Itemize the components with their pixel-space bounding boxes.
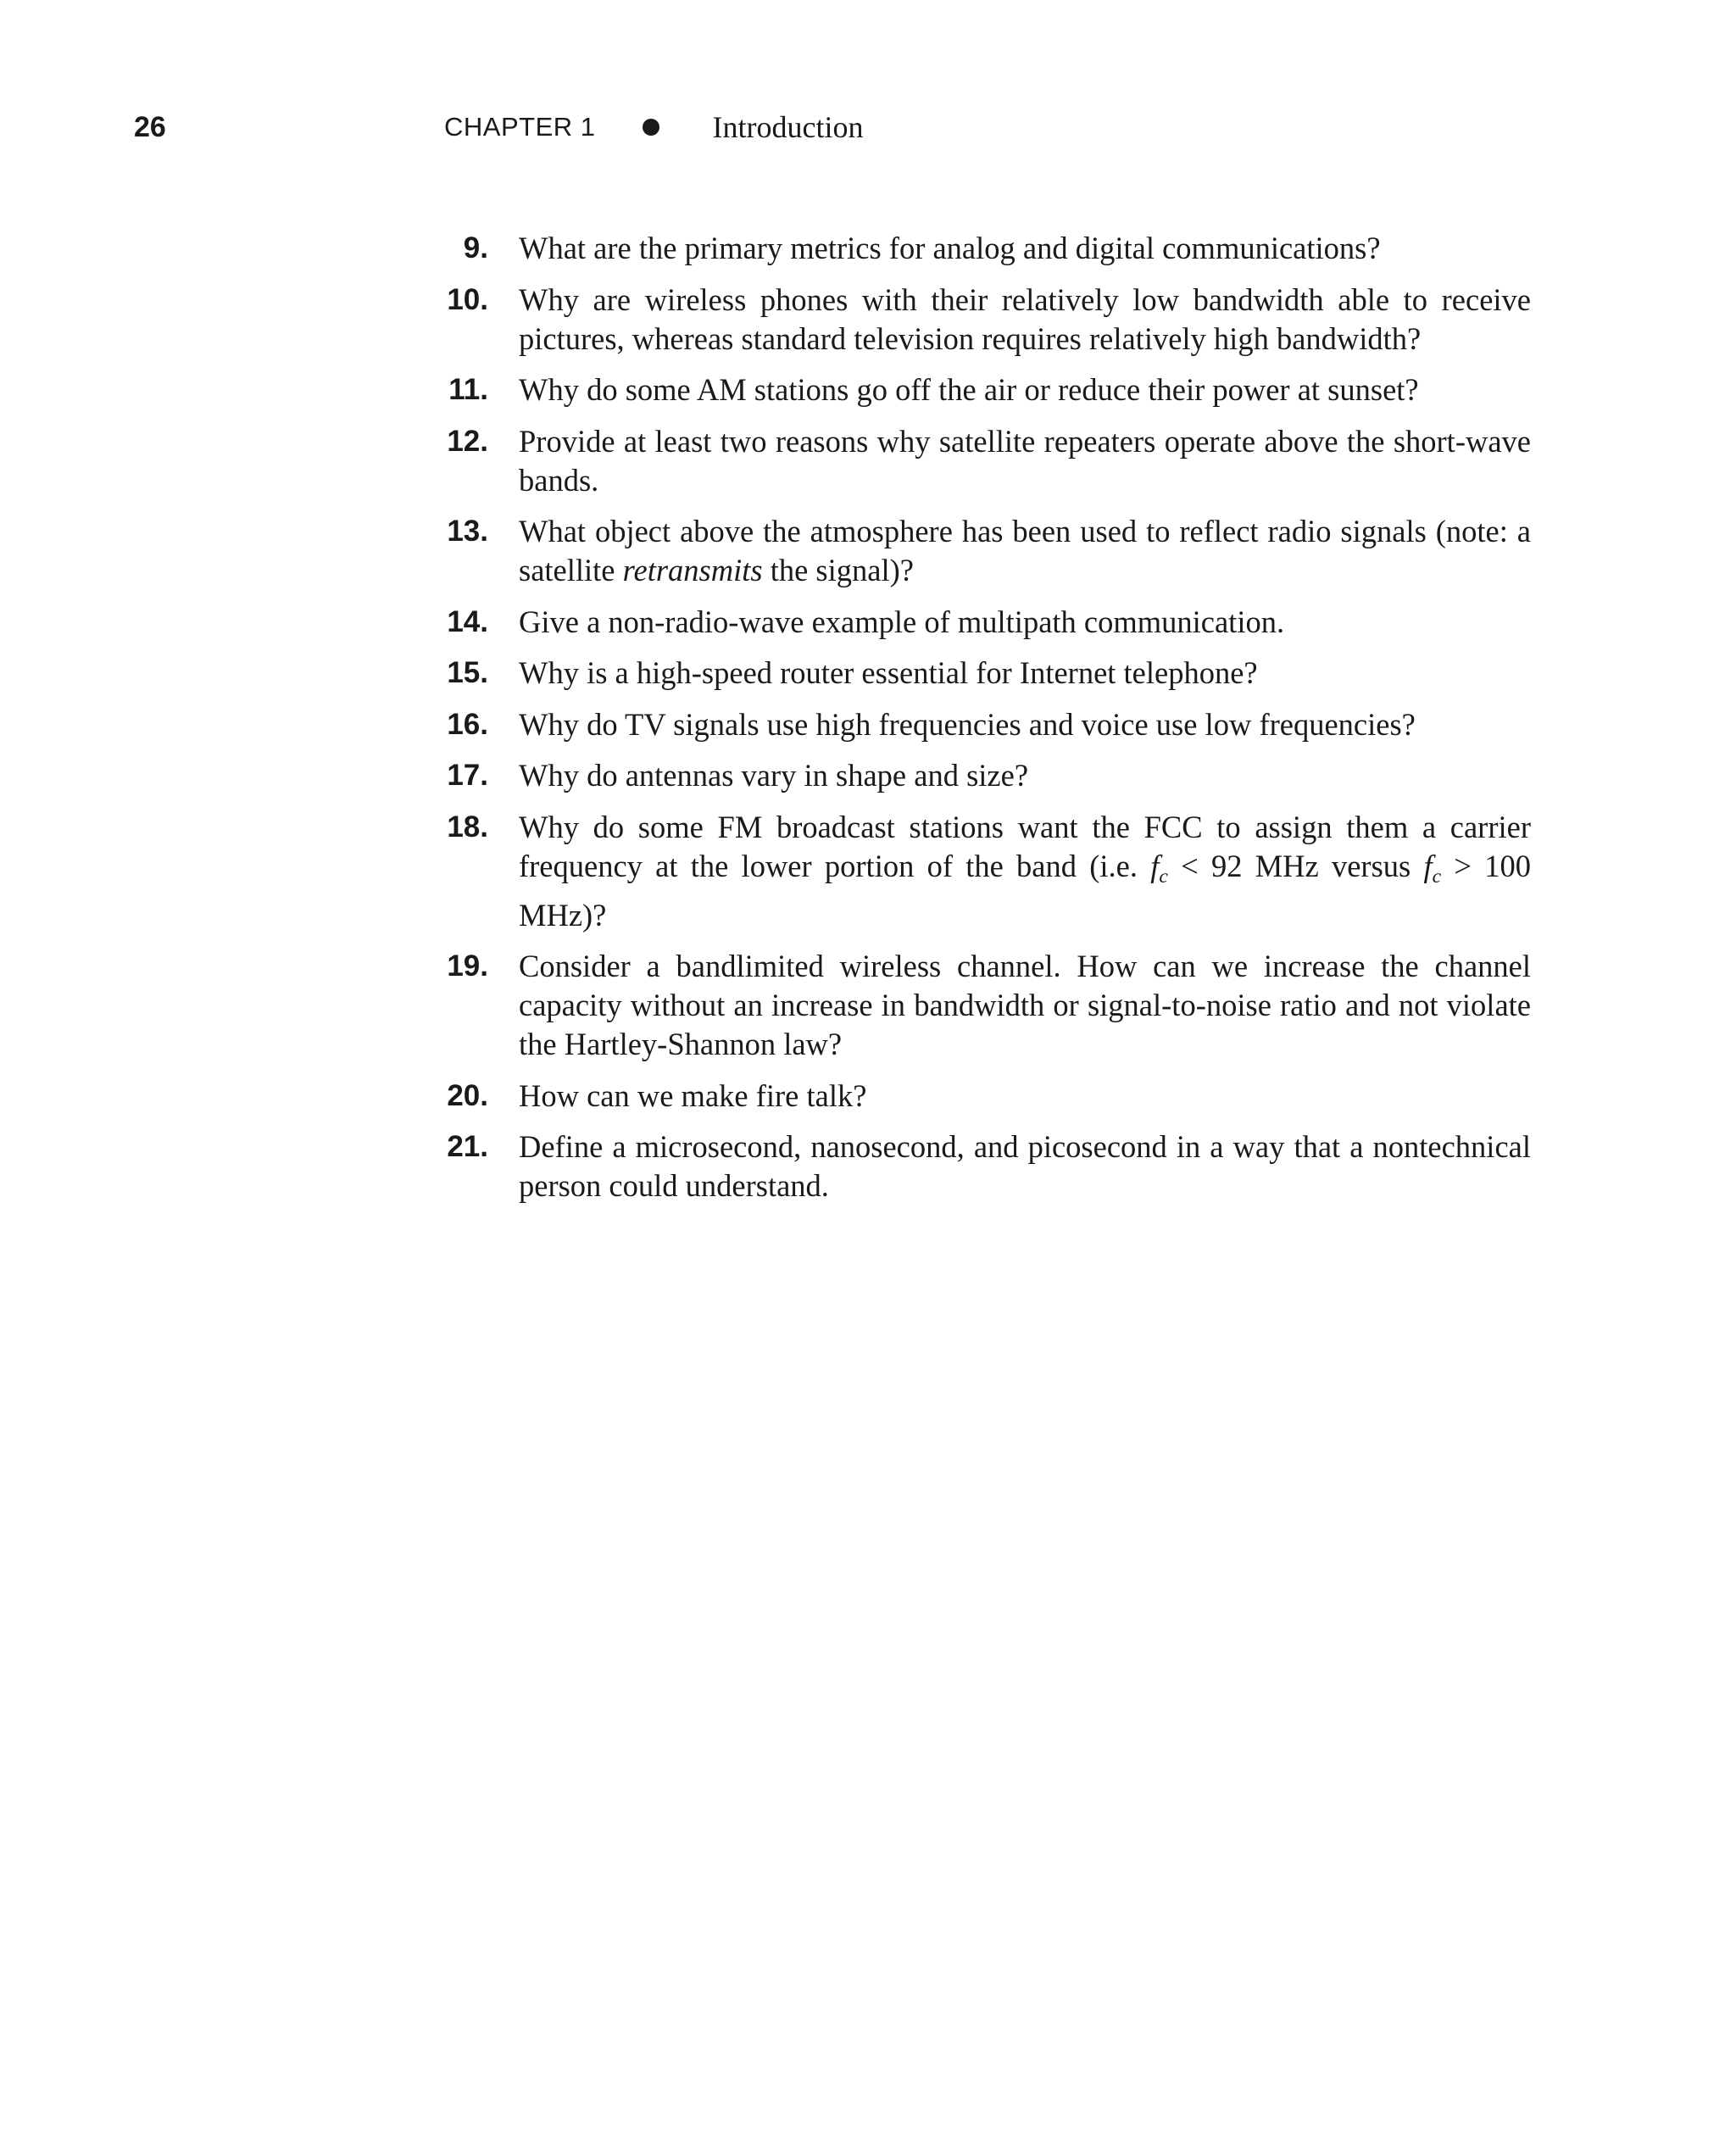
question-text: Why are wireless phones with their relatively low bandwidth able to receive pictures, whereas standard television requires relatively high bandwidth? bbox=[519, 281, 1531, 356]
question-number: 18. bbox=[447, 810, 488, 843]
question-number: 10. bbox=[447, 282, 488, 316]
question-text-part: < 92 MHz versus bbox=[1167, 848, 1424, 883]
question-text: Provide at least two reasons why satellite repeaters operate above the short-wave bands. bbox=[519, 423, 1531, 498]
question-text bbox=[519, 808, 1531, 935]
question-number: 20. bbox=[447, 1078, 488, 1112]
math-variable: f bbox=[1423, 848, 1433, 883]
chapter-label: CHAPTER 1 bbox=[444, 112, 596, 142]
question-text: Why do some AM stations go off the air or reduce their power at sunset? bbox=[519, 372, 1419, 407]
question-number: 13. bbox=[447, 515, 488, 548]
math-subscript: c bbox=[1159, 865, 1168, 888]
question-text: Give a non-radio-wave example of multipath communication. bbox=[519, 604, 1285, 639]
question-item bbox=[429, 1127, 1531, 1205]
bullet-icon bbox=[643, 119, 659, 136]
question-item bbox=[429, 370, 1531, 409]
question-item bbox=[429, 422, 1531, 500]
question-item bbox=[429, 512, 1531, 590]
question-item bbox=[429, 756, 1531, 795]
question-text: Consider a bandlimited wireless channel. How can we increase the channel capacity without an increase in bandwidth or signal-to-noise ratio and not violate the Hartley-Shannon law? bbox=[519, 949, 1531, 1062]
question-text: How can we make fire talk? bbox=[519, 1077, 867, 1113]
question-item bbox=[429, 1077, 1531, 1116]
page-number: 26 bbox=[134, 111, 166, 143]
question-item bbox=[429, 603, 1531, 642]
question-number: 9. bbox=[463, 231, 488, 264]
question-text-part: > 100 MHz)? bbox=[519, 848, 1531, 933]
question-item bbox=[429, 947, 1531, 1064]
chapter-title: Introduction bbox=[712, 110, 864, 144]
question-text: Why do antennas vary in shape and size? bbox=[519, 758, 1029, 793]
question-number: 17. bbox=[447, 759, 488, 792]
question-text-part: What object above the atmosphere has been used to reflect radio signals (note: a satellite bbox=[519, 514, 1531, 587]
question-text: Why do TV signals use high frequencies and voice use low frequencies? bbox=[519, 706, 1416, 742]
italic-term: retransmits bbox=[622, 553, 763, 587]
review-questions-list bbox=[429, 229, 1531, 1218]
question-number: 19. bbox=[447, 949, 488, 983]
question-text-part: Why do some FM broadcast stations want the FCC to assign them a carrier frequency at the lower portion of the band (i.e. bbox=[519, 809, 1531, 883]
question-number: 15. bbox=[447, 656, 488, 689]
question-text-part: the signal)? bbox=[762, 553, 914, 587]
question-item bbox=[429, 229, 1531, 268]
question-number: 12. bbox=[447, 424, 488, 458]
question-number: 11. bbox=[448, 373, 488, 406]
question-number: 21. bbox=[447, 1130, 488, 1164]
math-subscript: c bbox=[1432, 865, 1442, 888]
question-text: Why is a high-speed router essential for Internet telephone? bbox=[519, 655, 1258, 690]
question-text: Define a microsecond, nanosecond, and picosecond in a way that a nontechnical person could understand. bbox=[519, 1129, 1531, 1204]
question-number: 16. bbox=[447, 707, 488, 741]
question-text: What are the primary metrics for analog and digital communications? bbox=[519, 231, 1381, 265]
question-text bbox=[519, 512, 1531, 590]
question-item bbox=[429, 705, 1531, 744]
question-item bbox=[429, 808, 1531, 935]
question-item bbox=[429, 654, 1531, 693]
math-variable: f bbox=[1150, 848, 1160, 883]
running-head bbox=[444, 110, 863, 144]
question-item bbox=[429, 281, 1531, 359]
question-number: 14. bbox=[447, 604, 488, 638]
